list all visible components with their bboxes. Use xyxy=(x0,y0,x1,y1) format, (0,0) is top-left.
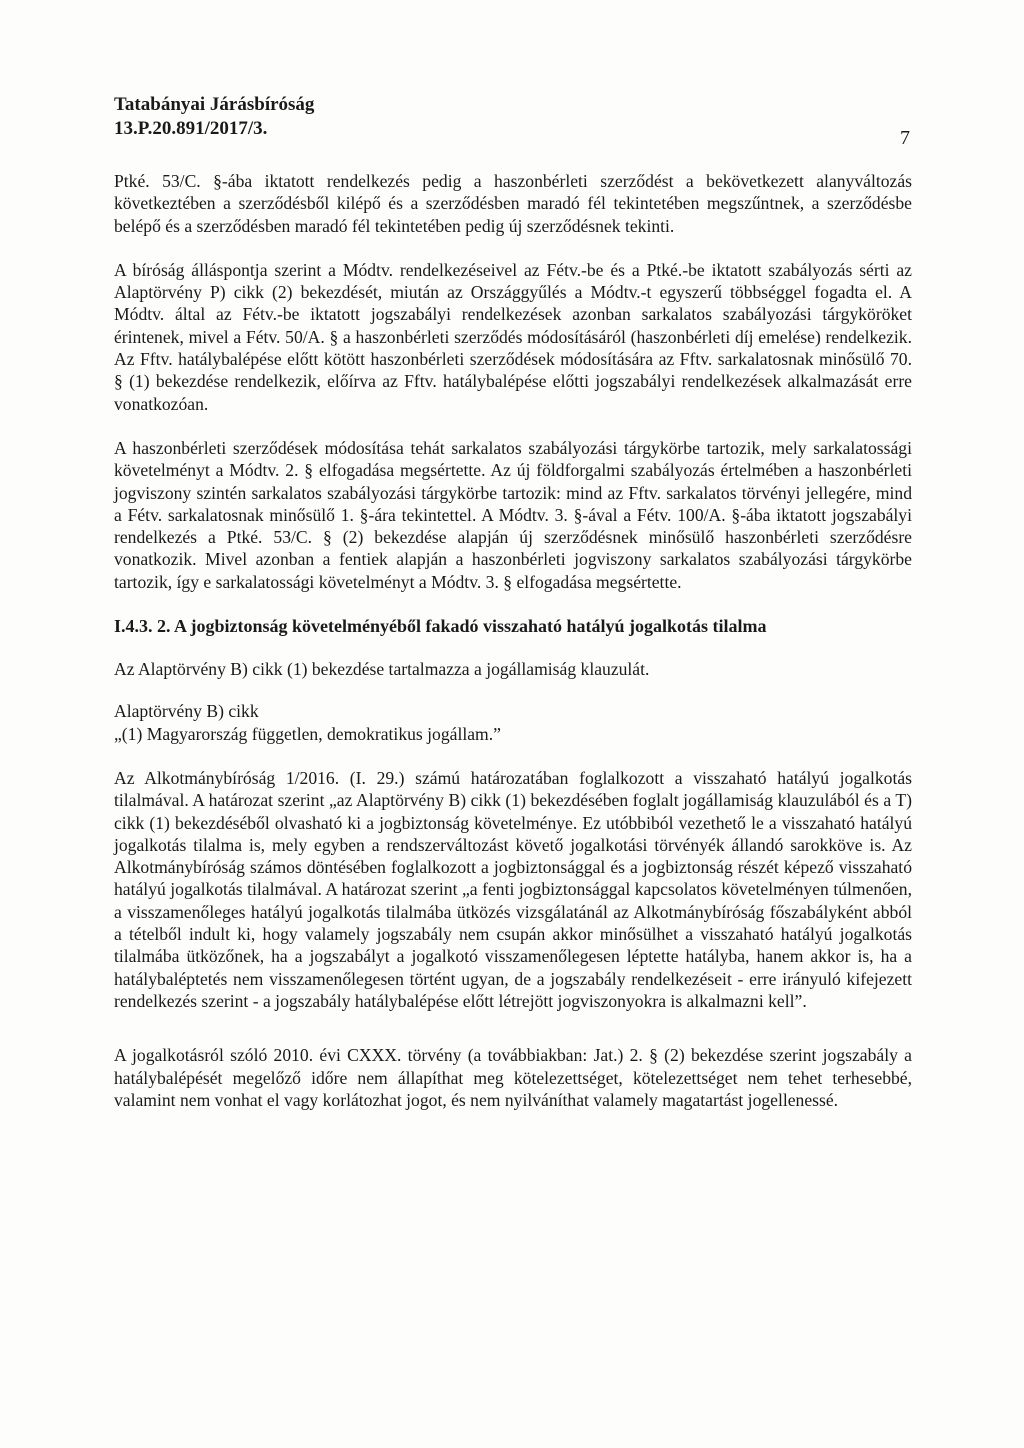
paragraph-court-position: A bíróság álláspontja szerint a Módtv. rendelkezéseivel az Fétv.-be és a Ptké.-be iktatott szabályozás sérti az Alaptörvény P) cikk (2) bekezdését, miután az Országgyűlés a Módtv.-t egyszerű többséggel fogadta el. A Módtv. által az Fétv.-be iktatott jogszabályi rendelkezések azonban sarkalatos szabályozási tárgyköröket érintenek, mivel a Fétv. 50/A. § a haszonbérleti szerződés módosításáról (haszonbérleti díj emelése) rendelkezik. Az Fftv. hatálybalépése előtt kötött haszonbérleti szerződések módosítására az Fftv. sarkalatosnak minősülő 70. § (1) bekezdése rendelkezik, előírva az Fftv. hatálybalépése előtti jogszabályi rendelkezések alkalmazását erre vonatkozóan. xyxy=(114,259,912,414)
court-name: Tatabányai Járásbíróság xyxy=(114,94,315,115)
page-number: 7 xyxy=(900,127,910,149)
paragraph-lease-modification: A haszonbérleti szerződések módosítása tehát sarkalatos szabályozási tárgykörbe tartozik, mely sarkalatossági követelményt a Módtv. 2. § elfogadása megsértette. Az új földforgalmi szabályozás értelmében a haszonbérleti jogviszony szintén sarkalatos szabályozási tárgykörbe tartozik: mind az Fftv. sarkalatos törvényi jellegére, mind a Fétv. sarkalatosnak minősülő 1. §-ára tekintettel. A Módtv. 3. §-ával a Fétv. 100/A. §-ába iktatott jogszabályi rendelkezés a Ptké. 53/C. § (2) bekezdése alapján új szerződésnek minősülő haszonbérleti szerződésre vonatkozik. Mivel azonban a fentiek alapján a haszonbérleti jogviszony sarkalatos szabályozási tárgykörbe tartozik, így e sarkalatossági követelményt a Módtv. 3. § elfogadása megsértette. xyxy=(114,437,912,592)
paragraph-jat: A jogalkotásról szóló 2010. évi CXXX. törvény (a továbbiakban: Jat.) 2. § (2) bekezdése szerint jogszabály a hatálybalépését megelőző időre nem állapíthat meg kötelezettséget, kötelezettséget nem tehet terhesebbé, valamint nem vonhat el vagy korlátozhat jogot, és nem nyilváníthat valamely magatartást jogellenessé. xyxy=(114,1045,912,1110)
quote-text: „(1) Magyarország független, demokratikus jogállam.” xyxy=(114,723,501,744)
paragraph-constitutional-court: Az Alkotmánybíróság 1/2016. (I. 29.) számú határozatában foglalkozott a visszaható hatályú jogalkotás tilalmával. A határozat szerint „az Alaptörvény B) cikk (1) bekezdésében foglalt jogállamiság klauzulából és a T) cikk (1) bekezdéséből olvasható ki a jogbiztonság követelménye. Ez utóbbiból vezethető le a visszaható hatályú jogalkotás tilalma is, mely egyben a rendszerváltozást követő jogalkotási törvényék állandó sarokköve is. Az Alkotmánybíróság számos döntésében foglalkozott a jogbiztonsággal és a jogbiztonság részét képező visszaható hatályú jogalkotás tilalmával. A határozat szerint „a fenti jogbiztonsággal kapcsolatos követelményen túlmenően, a visszamenőleges hatályú jogalkotás tilalmába ütközés vizsgálatánál az Alkotmánybíróság főszabályként abból a tételből indult ki, hogy valamely jogszabály nem csupán akkor minősülhet a visszaható hatályú jogalkotás tilalmába ütközőnek, ha a jogszabályt a jogalkotó visszamenőlegesen léptette hatályba, hanem akkor is, ha a hatálybaléptetés nem visszamenőlegesen történt ugyan, de a jogszabály rendelkezéseit - erre irányuló kifejezett rendelkezés szerint - a jogszabály hatálybalépése előtt létrejött jogviszonyokra is alkalmazni kell”. xyxy=(114,767,912,1011)
case-number: 13.P.20.891/2017/3. xyxy=(114,118,268,139)
paragraph-ptke-53c: Ptké. 53/C. §-ába iktatott rendelkezés pedig a haszonbérleti szerződést a bekövetkezett alanyváltozás következtében a szerződésből kilépő és a szerződésben maradó fél tekintetében megszűntnek, a szerződésbe belépő és a szerződésben maradó fél tekintetében pedig új szerződésnek tekinti. xyxy=(114,171,912,236)
section-heading: I.4.3. 2. A jogbiztonság követelményéből fakadó visszaható hatályú jogalkotás tilalma xyxy=(114,616,767,637)
constitution-quote xyxy=(114,700,912,745)
quote-source: Alaptörvény B) cikk xyxy=(114,701,259,722)
paragraph-rule-of-law: Az Alaptörvény B) cikk (1) bekezdése tartalmazza a jogállamiság klauzulát. xyxy=(114,659,650,680)
document-body xyxy=(114,170,912,1111)
document-header xyxy=(114,93,914,141)
